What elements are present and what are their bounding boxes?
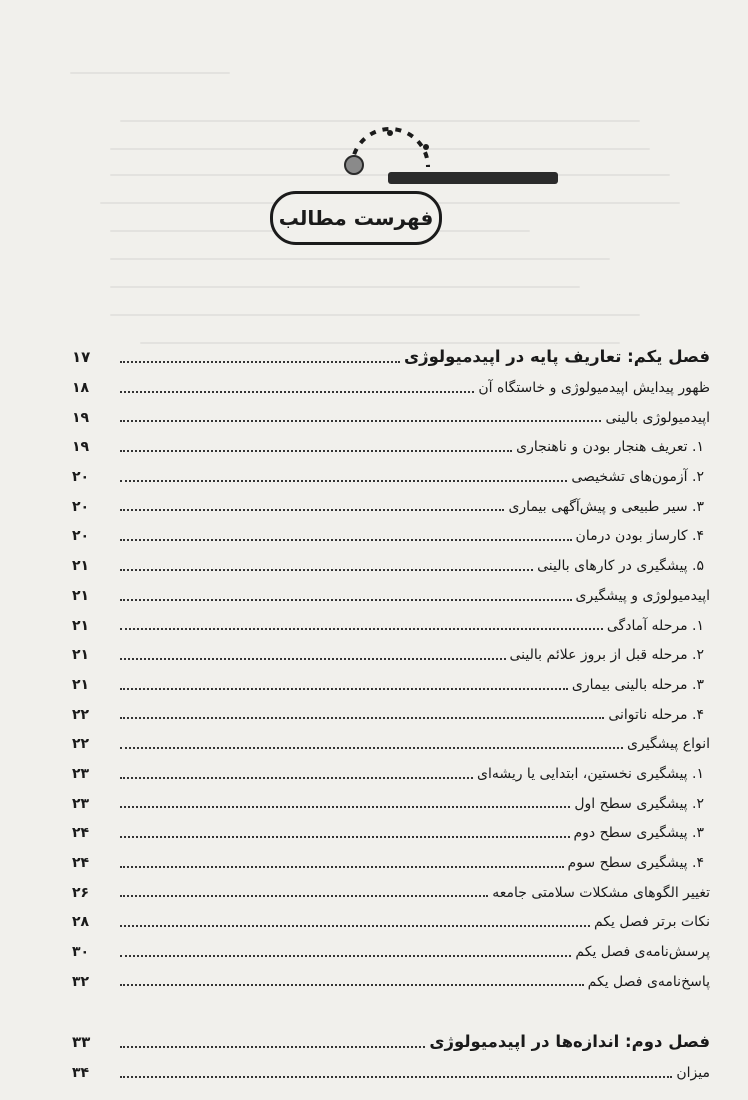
header-ornament-icon [330,125,450,195]
toc-leader-dots [120,1046,425,1048]
toc-leader-dots [120,925,590,927]
toc-entry[interactable] [72,819,710,849]
toc-page-number: ۲۰ [72,498,90,515]
toc-leader-dots [120,688,568,690]
toc-leader-dots [120,450,512,452]
chapter-spacer [72,997,710,1025]
toc-entry[interactable] [72,760,710,790]
toc-page-number: ۳۴ [72,1065,90,1082]
toc-entry-label: ۳. سیر طبیعی و پیش‌آگهی بیماری [508,498,704,515]
toc-page-number: ۲۱ [72,676,90,693]
toc-page-number: ۲۱ [72,617,90,634]
toc-page-number: ۳۲ [72,973,90,990]
toc-leader-dots [120,1076,672,1078]
toc-entry[interactable] [72,730,710,760]
toc-entry-label: ۳. پیشگیری سطح دوم [573,825,704,842]
toc-leader-dots [120,955,571,957]
toc-entry-label: ۲. مرحله قبل از بروز علائم بالینی [509,647,704,664]
toc-entry-label: ۵. پیشگیری در کارهای بالینی [537,558,704,575]
toc-entry[interactable] [72,879,710,909]
toc-leader-dots [120,984,584,986]
toc-page-number: ۲۱ [72,558,90,575]
toc-entry-label: ۴. پیشگیری سطح سوم [567,855,704,871]
toc-page-number: ۲۴ [72,855,90,871]
toc-leader-dots [120,509,504,511]
toc-leader-dots [120,866,564,868]
toc-entry-label: ۱. تعریف هنجار بودن و ناهنجاری [516,439,704,456]
toc-page-number: ۲۱ [72,587,90,604]
toc-entry[interactable] [72,1059,710,1089]
toc-entry-label: ۴. کارساز بودن درمان [575,528,704,545]
toc-leader-dots [120,569,533,571]
toc-entry[interactable] [72,582,710,612]
toc-leader-dots [120,777,473,779]
toc-chapter-2[interactable] [72,1025,710,1059]
toc-leader-dots [120,361,400,363]
page-title: فهرست مطالب [278,206,434,230]
toc-chapter-title: فصل یکم: تعاریف پایه در اپیدمیولوژی [403,347,710,366]
toc-leader-dots [120,420,601,422]
toc-page-number: ۱۹ [72,439,90,456]
header-bar [388,172,558,184]
toc-entry-label: نکات برتر فصل یکم [593,914,710,931]
toc-entry[interactable] [72,493,710,523]
toc-leader-dots [120,391,474,393]
toc-leader-dots [120,539,572,541]
toc-entry-label: ۴. مرحله ناتوانی [608,706,704,723]
toc-entry[interactable] [72,433,710,463]
toc-page-number: ۳۰ [72,944,90,961]
toc-page-number: ۲۱ [72,647,90,664]
toc-entry[interactable] [72,968,710,998]
toc-page-number: ۲۸ [72,914,90,931]
toc-entry-label: ۲. پیشگیری سطح اول [574,795,704,812]
toc-entry[interactable] [72,552,710,582]
toc-entry[interactable] [72,612,710,642]
toc-entry[interactable] [72,671,710,701]
toc-leader-dots [120,806,570,808]
toc-entry-label: پرسش‌نامه‌ی فصل یکم [575,944,710,961]
toc-entry-label: اپیدمیولوژی بالینی [605,409,710,426]
toc-leader-dots [120,717,604,719]
table-of-contents [72,340,710,1089]
toc-entry[interactable] [72,790,710,820]
toc-entry[interactable] [72,463,710,493]
toc-page-number: ۲۶ [72,884,90,901]
toc-page-number: ۲۰ [72,528,90,545]
toc-page-number: ۲۰ [72,469,90,486]
toc-leader-dots [120,836,570,838]
toc-entry[interactable] [72,374,710,404]
toc-entry[interactable] [72,522,710,552]
toc-leader-dots [120,895,488,897]
toc-entry-label: پاسخ‌نامه‌ی فصل یکم [587,973,710,990]
toc-entry[interactable] [72,938,710,968]
toc-entry[interactable] [72,404,710,434]
toc-page-number: ۲۲ [72,736,90,753]
toc-page-number: ۱۹ [72,409,90,426]
toc-chapter-title: فصل دوم: اندازه‌ها در اپیدمیولوژی [429,1032,710,1052]
toc-page-number: ۲۲ [72,706,90,723]
toc-entry[interactable] [72,701,710,731]
toc-leader-dots [120,628,603,630]
toc-entry[interactable] [72,849,710,879]
toc-entry[interactable] [72,641,710,671]
toc-entry[interactable] [72,908,710,938]
toc-leader-dots [120,747,623,749]
toc-leader-dots [120,480,567,482]
toc-entry-label: انواع پیشگیری [627,736,710,753]
toc-entry-label: ۱. مرحله آمادگی [606,617,704,634]
toc-entry-label: ۱. پیشگیری نخستین، ابتدایی یا ریشه‌ای [476,765,704,782]
toc-entry-label: تغییر الگوهای مشکلات سلامتی جامعه [492,884,710,901]
toc-page-number: ۲۳ [72,765,90,782]
toc-page-number: ۳۳ [72,1033,91,1052]
toc-leader-dots [120,658,506,660]
toc-page-number: ۱۸ [72,380,90,396]
toc-entry-label: میزان [676,1065,710,1082]
toc-page-number: ۲۳ [72,795,90,812]
toc-leader-dots [120,599,572,601]
toc-title-box [270,191,442,245]
toc-entry-label: ۳. مرحله بالینی بیماری [571,676,704,693]
toc-page-number: ۱۷ [72,348,91,366]
toc-entry-label: ۲. آزمون‌های تشخیصی [571,469,704,486]
toc-entry-label: اپیدمیولوژی و پیشگیری [575,587,710,604]
toc-chapter-1[interactable] [72,340,710,374]
toc-page-number: ۲۴ [72,825,90,842]
toc-entry-label: ظهور پیدایش اپیدمیولوژی و خاستگاه آن [478,380,710,396]
